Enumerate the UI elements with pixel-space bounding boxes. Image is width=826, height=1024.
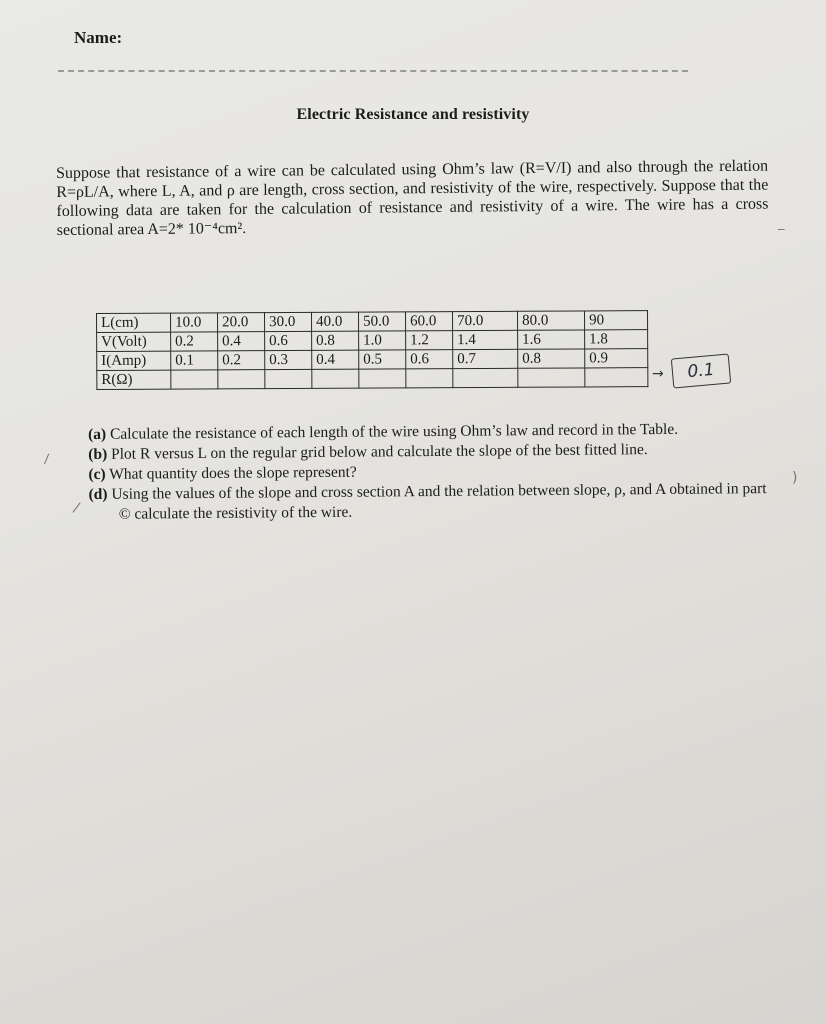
question-d	[89, 479, 769, 525]
question-text: Plot R versus L on the regular grid below and calculate the slope of the best fitted line.	[111, 441, 648, 463]
pencil-mark-icon: \	[39, 452, 53, 467]
table-cell: 30.0	[265, 312, 312, 331]
row-label: V(Volt)	[97, 332, 171, 351]
table-cell: 0.2	[218, 351, 265, 370]
table-cell	[518, 368, 585, 387]
data-table	[96, 310, 648, 390]
table-cell: 0.4	[312, 350, 359, 369]
question-list	[88, 419, 769, 525]
question-label: (b)	[88, 445, 108, 463]
table-cell: 0.1	[171, 351, 218, 370]
table-cell: 0.3	[265, 350, 312, 369]
table-cell: 50.0	[358, 312, 405, 331]
table-cell: 0.7	[453, 349, 518, 368]
table-cell: 0.6	[265, 331, 312, 350]
table-cell	[359, 369, 406, 388]
table-cell	[453, 368, 518, 387]
table-cell	[218, 370, 265, 389]
question-label: (a)	[88, 425, 107, 443]
question-text: Calculate the resistance of each length of the wire using Ohm’s law and record in the Table.	[109, 420, 679, 443]
pencil-mark-icon: _	[778, 216, 785, 231]
table-cell	[312, 369, 359, 388]
table-cell: 80.0	[517, 311, 584, 330]
table-cell: 1.0	[359, 331, 406, 350]
table-cell: 0.6	[406, 350, 453, 369]
table-cell: 1.6	[518, 330, 585, 349]
row-label: I(Amp)	[97, 351, 171, 370]
table-cell: 1.2	[406, 331, 453, 350]
name-underline	[58, 70, 688, 72]
row-label: R(Ω)	[97, 370, 171, 389]
question-text: What quantity does the slope represent?	[109, 463, 357, 483]
question-label: (d)	[88, 485, 108, 503]
name-label: Name:	[74, 28, 123, 47]
table-cell: 10.0	[171, 313, 218, 332]
table-cell: 0.9	[585, 349, 648, 368]
table-cell: 1.4	[453, 330, 518, 349]
table-cell: 0.8	[518, 349, 585, 368]
question-label: (c)	[88, 465, 106, 483]
table-cell	[265, 369, 312, 388]
table-cell: 20.0	[218, 313, 265, 332]
page-title: Electric Resistance and resistivity	[296, 106, 530, 123]
table-cell	[406, 369, 453, 388]
table-cell: 0.8	[312, 331, 359, 350]
question-text: Using the values of the slope and cross section A and the relation between slope, ρ, and A obtained in part © calculate the resistivity of the wire.	[111, 480, 767, 523]
row-label: L(cm)	[97, 313, 171, 332]
handwritten-note: 0.1	[671, 354, 731, 389]
table-cell: 0.5	[359, 350, 406, 369]
intro-paragraph: Suppose that resistance of a wire can be calculated using Ohm’s law (R=V/I) and also through the relation R=ρL/A, where L, A, and ρ are length, cross section, and resistivity of the wire, respectively. Suppose that the following data are taken for the calculation of resistance and resistivity of a wire. The wire has a cross sectional area A=2* 10⁻⁴cm².	[56, 157, 769, 239]
table-cell: 1.8	[585, 330, 648, 349]
table-cell: 0.4	[218, 332, 265, 351]
table-cell: 90	[584, 311, 647, 330]
arrow-icon: →	[652, 366, 664, 382]
table-cell: 70.0	[452, 311, 517, 330]
pencil-mark-icon: )	[792, 470, 798, 486]
table-cell: 60.0	[405, 312, 452, 331]
table-cell	[585, 368, 648, 387]
table-cell: 40.0	[311, 312, 358, 331]
table-cell: 0.2	[171, 332, 218, 351]
table-row-resistance	[97, 368, 648, 390]
pencil-mark-icon: /	[71, 499, 82, 517]
table-cell	[171, 370, 218, 389]
